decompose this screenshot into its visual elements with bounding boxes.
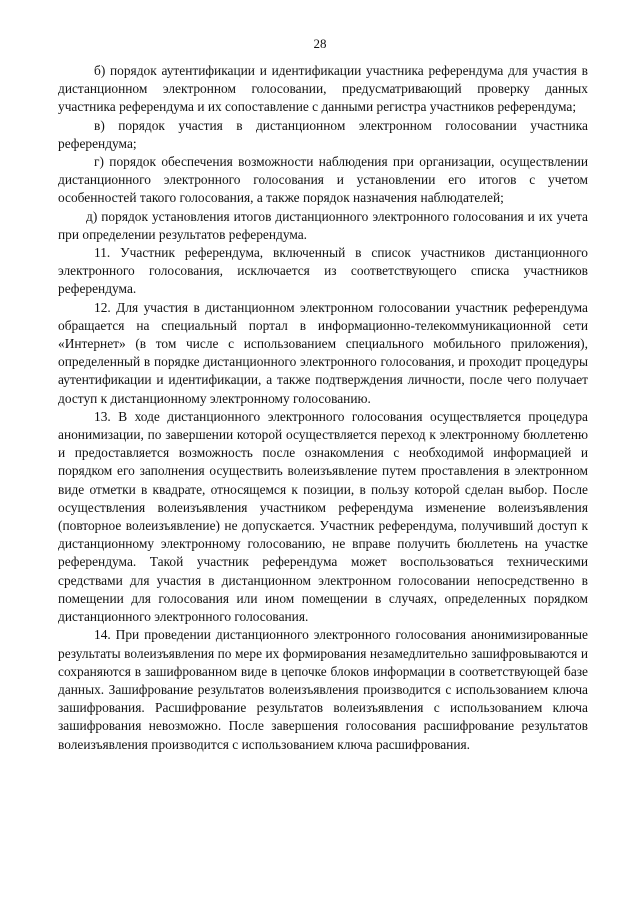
paragraph-12: 12. Для участия в дистанционном электронном голосовании участник референдума обращается на специальный портал в информационно-телекоммуникационной сети «Интернет» (в том числе с использованием специального мобильного приложения), определенный в порядке дистанционного электронного голосования, и проходит процедуры аутентификации и идентификации, а также подтверждения личности, после чего получает доступ к дистанционному электронному голосованию. [58, 299, 588, 406]
document-body [58, 62, 588, 754]
paragraph-v: в) порядок участия в дистанционном электронном голосовании участника референдума; [58, 117, 588, 151]
paragraph-b: б) порядок аутентификации и идентификации участника референдума для участия в дистанционном электронном голосовании, предусматривающий проверку данных участника референдума и их сопоставление с данными регистра участников референдума; [58, 63, 588, 115]
paragraph-13: 13. В ходе дистанционного электронного голосования осуществляется процедура анонимизации, по завершении которой осуществляется переход к электронному бюллетеню и предоставляется возможность после ознакомления с необходимой информацией и порядком его заполнения осуществить волеизъявление путем проставления в электронном виде отметки в квадрате, относящемся к позиции, в пользу которой сделан выбор. После осуществления волеизъявления участником референдума изменение волеизъявления (повторное волеизъявление) не допускается. Участник референдума, получивший доступ к дистанционному электронному голосованию, не вправе получить бюллетень на участке референдума. Такой участник референдума может воспользоваться техническими средствами для участия в дистанционном электронном голосовании непосредственно в помещении для голосования или ином помещении в случаях, определенных порядком дистанционного электронного голосования. [58, 408, 588, 625]
paragraph-11: 11. Участник референдума, включенный в список участников дистанционного электронного голосования, исключается из соответствующего списка участников референдума. [58, 245, 588, 297]
paragraph-14: 14. При проведении дистанционного электронного голосования анонимизированные результаты волеизъявления по мере их формирования незамедлительно зашифровываются и сохраняются в зашифрованном виде в цепочке блоков информации в соответствующей базе данных. Зашифрование результатов волеизъявления производится с использованием ключа зашифрования. Расшифрование результатов волеизъявления с использованием ключа зашифрования невозможно. После завершения голосования расшифрование результатов волеизъявления производится с использованием ключа расшифрования. [58, 627, 588, 752]
paragraph-d: д) порядок установления итогов дистанционного электронного голосования и их учета при определении результатов референдума. [58, 208, 588, 242]
paragraph-g: г) порядок обеспечения возможности наблюдения при организации, осуществлении дистанционного электронного голосования и установлении его итогов с учетом особенностей такого голосования, а также порядок назначения наблюдателей; [58, 154, 588, 206]
page-number: 28 [313, 36, 327, 51]
